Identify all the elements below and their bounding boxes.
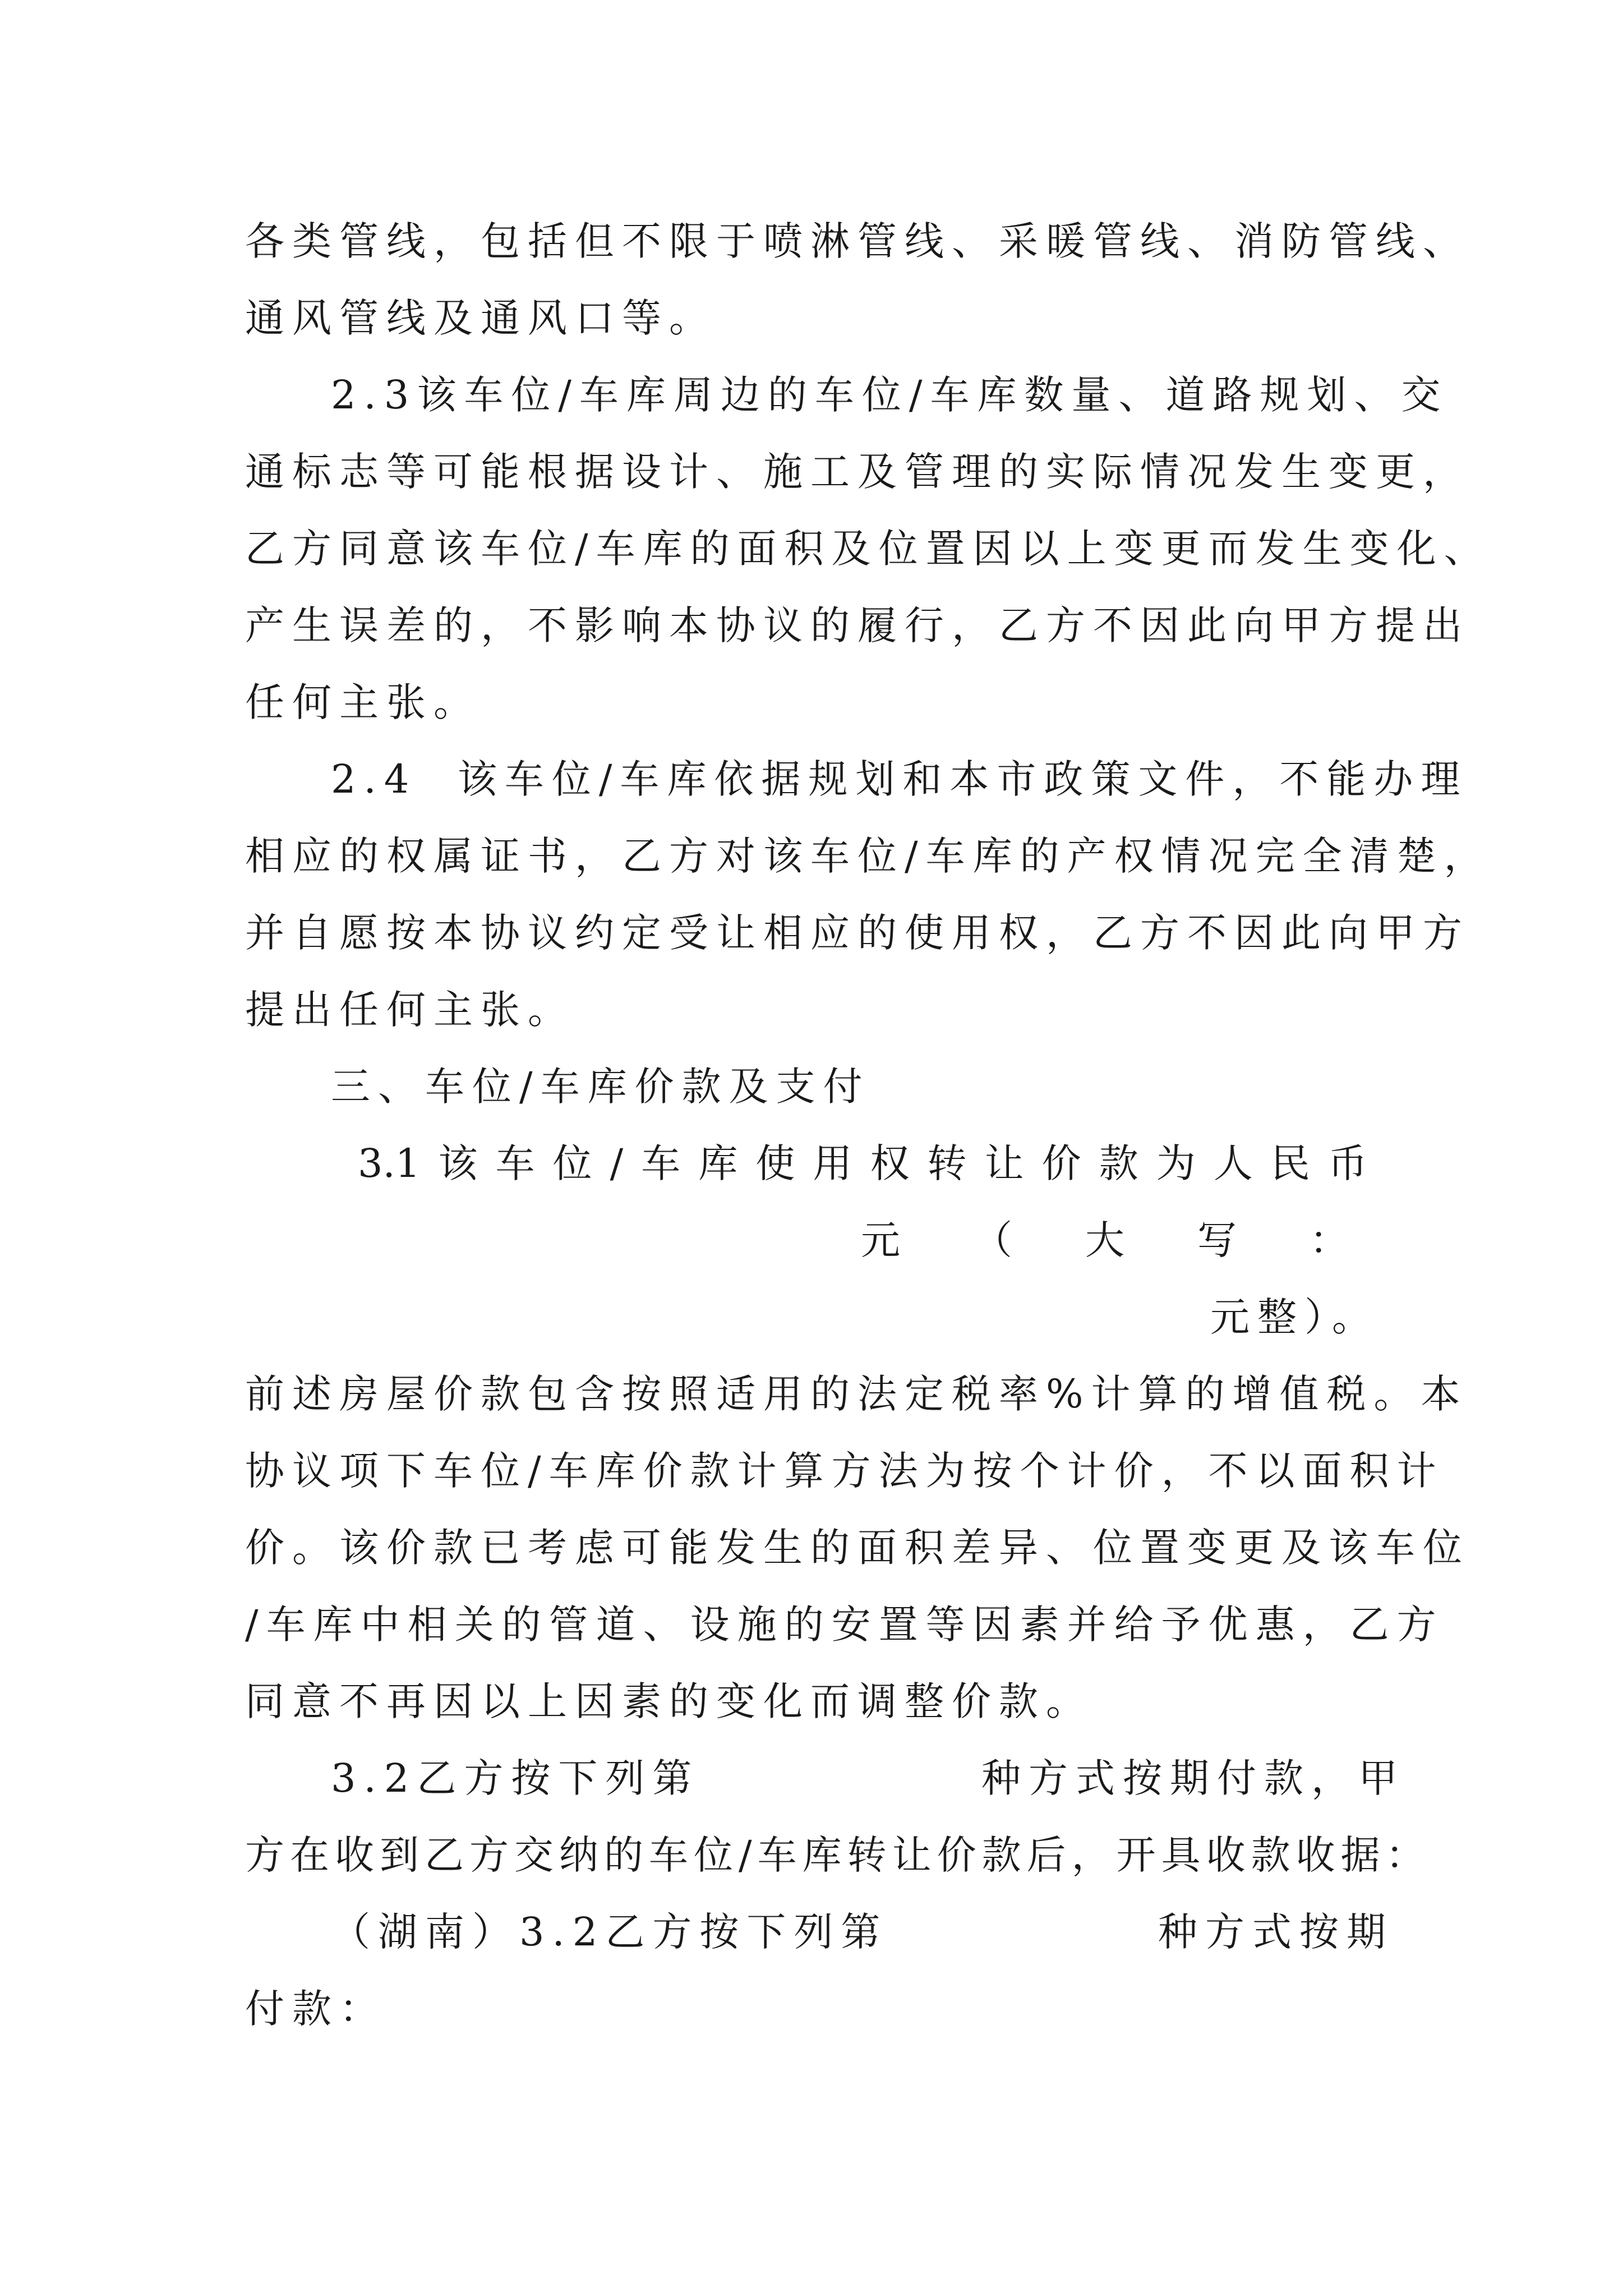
text-line-3: 2.3该车位/车库周边的车位/车库数量、道路规划、交 <box>331 372 1449 418</box>
text-line-15: 元整）。 <box>1210 1294 1379 1340</box>
text-line-11: 提出任何主张。 <box>245 987 575 1033</box>
word: （ <box>973 1217 1012 1263</box>
text-line-14 <box>861 1215 1349 1266</box>
text-line-7: 任何主张。 <box>245 679 481 725</box>
word: / <box>610 1140 624 1186</box>
text-line-21-end: 种方式按期付款，甲 <box>981 1755 1405 1801</box>
word: ： <box>1310 1217 1349 1263</box>
word: 权 <box>870 1140 910 1186</box>
text-line-23-end: 种方式按期 <box>1158 1909 1394 1955</box>
word: 车 <box>495 1140 535 1186</box>
section-heading-3: 三、车位/车库价款及支付 <box>331 1064 870 1110</box>
word: 让 <box>984 1140 1024 1186</box>
word: 民 <box>1270 1140 1310 1186</box>
word: 价 <box>1041 1140 1081 1186</box>
word: 位 <box>552 1140 592 1186</box>
text-line-24: 付款： <box>245 1986 386 2032</box>
text-line-6: 产生误差的，不影响本协议的履行，乙方不因此向甲方提出 <box>245 602 1470 648</box>
text-line-21-start: 3.2乙方按下列第 <box>331 1755 700 1801</box>
word: 款 <box>1099 1140 1138 1186</box>
word: 为 <box>1156 1140 1196 1186</box>
word: 该 <box>438 1140 478 1186</box>
text-line-4: 通标志等可能根据设计、施工及管理的实际情况发生变更， <box>245 449 1470 495</box>
word: 用 <box>813 1140 852 1186</box>
word: 转 <box>927 1140 967 1186</box>
text-line-17: 协议项下车位/车库价款计算方法为按个计价，不以面积计 <box>245 1448 1444 1494</box>
word: 元 <box>861 1217 900 1263</box>
word: 使 <box>755 1140 795 1186</box>
text-line-1: 各类管线，包括但不限于喷淋管线、采暖管线、消防管线、 <box>245 218 1470 264</box>
word: 币 <box>1327 1140 1367 1186</box>
text-line-23-start: （湖南）3.2乙方按下列第 <box>331 1909 888 1955</box>
text-line-10: 并自愿按本协议约定受让相应的使用权，乙方不因此向甲方 <box>245 910 1470 956</box>
text-line-20: 同意不再因以上因素的变化而调整价款。 <box>245 1678 1093 1724</box>
word: 大 <box>1085 1217 1124 1263</box>
word: 人 <box>1213 1140 1253 1186</box>
text-line-13 <box>358 1138 1367 1189</box>
word: 车 <box>641 1140 681 1186</box>
word: 3.1 <box>358 1140 421 1186</box>
text-line-22: 方在收到乙方交纳的车位/车库转让价款后，开具收款收据： <box>245 1832 1431 1878</box>
word: 库 <box>698 1140 738 1186</box>
text-line-16: 前述房屋价款包含按照适用的法定税率%计算的增值税。本 <box>245 1371 1468 1417</box>
text-line-8: 2.4 该车位/车库依据规划和本市政策文件，不能办理 <box>331 756 1468 802</box>
text-line-19: /车库中相关的管道、设施的安置等因素并给予优惠，乙方 <box>245 1602 1444 1648</box>
text-line-2: 通风管线及通风口等。 <box>245 295 716 341</box>
text-line-5: 乙方同意该车位/车库的面积及位置因以上变更而发生变化、 <box>245 526 1491 572</box>
text-line-9: 相应的权属证书，乙方对该车位/车库的产权情况完全清楚， <box>245 833 1491 879</box>
text-line-18: 价。该价款已考虑可能发生的面积差异、位置变更及该车位 <box>245 1525 1470 1571</box>
word: 写 <box>1197 1217 1237 1263</box>
